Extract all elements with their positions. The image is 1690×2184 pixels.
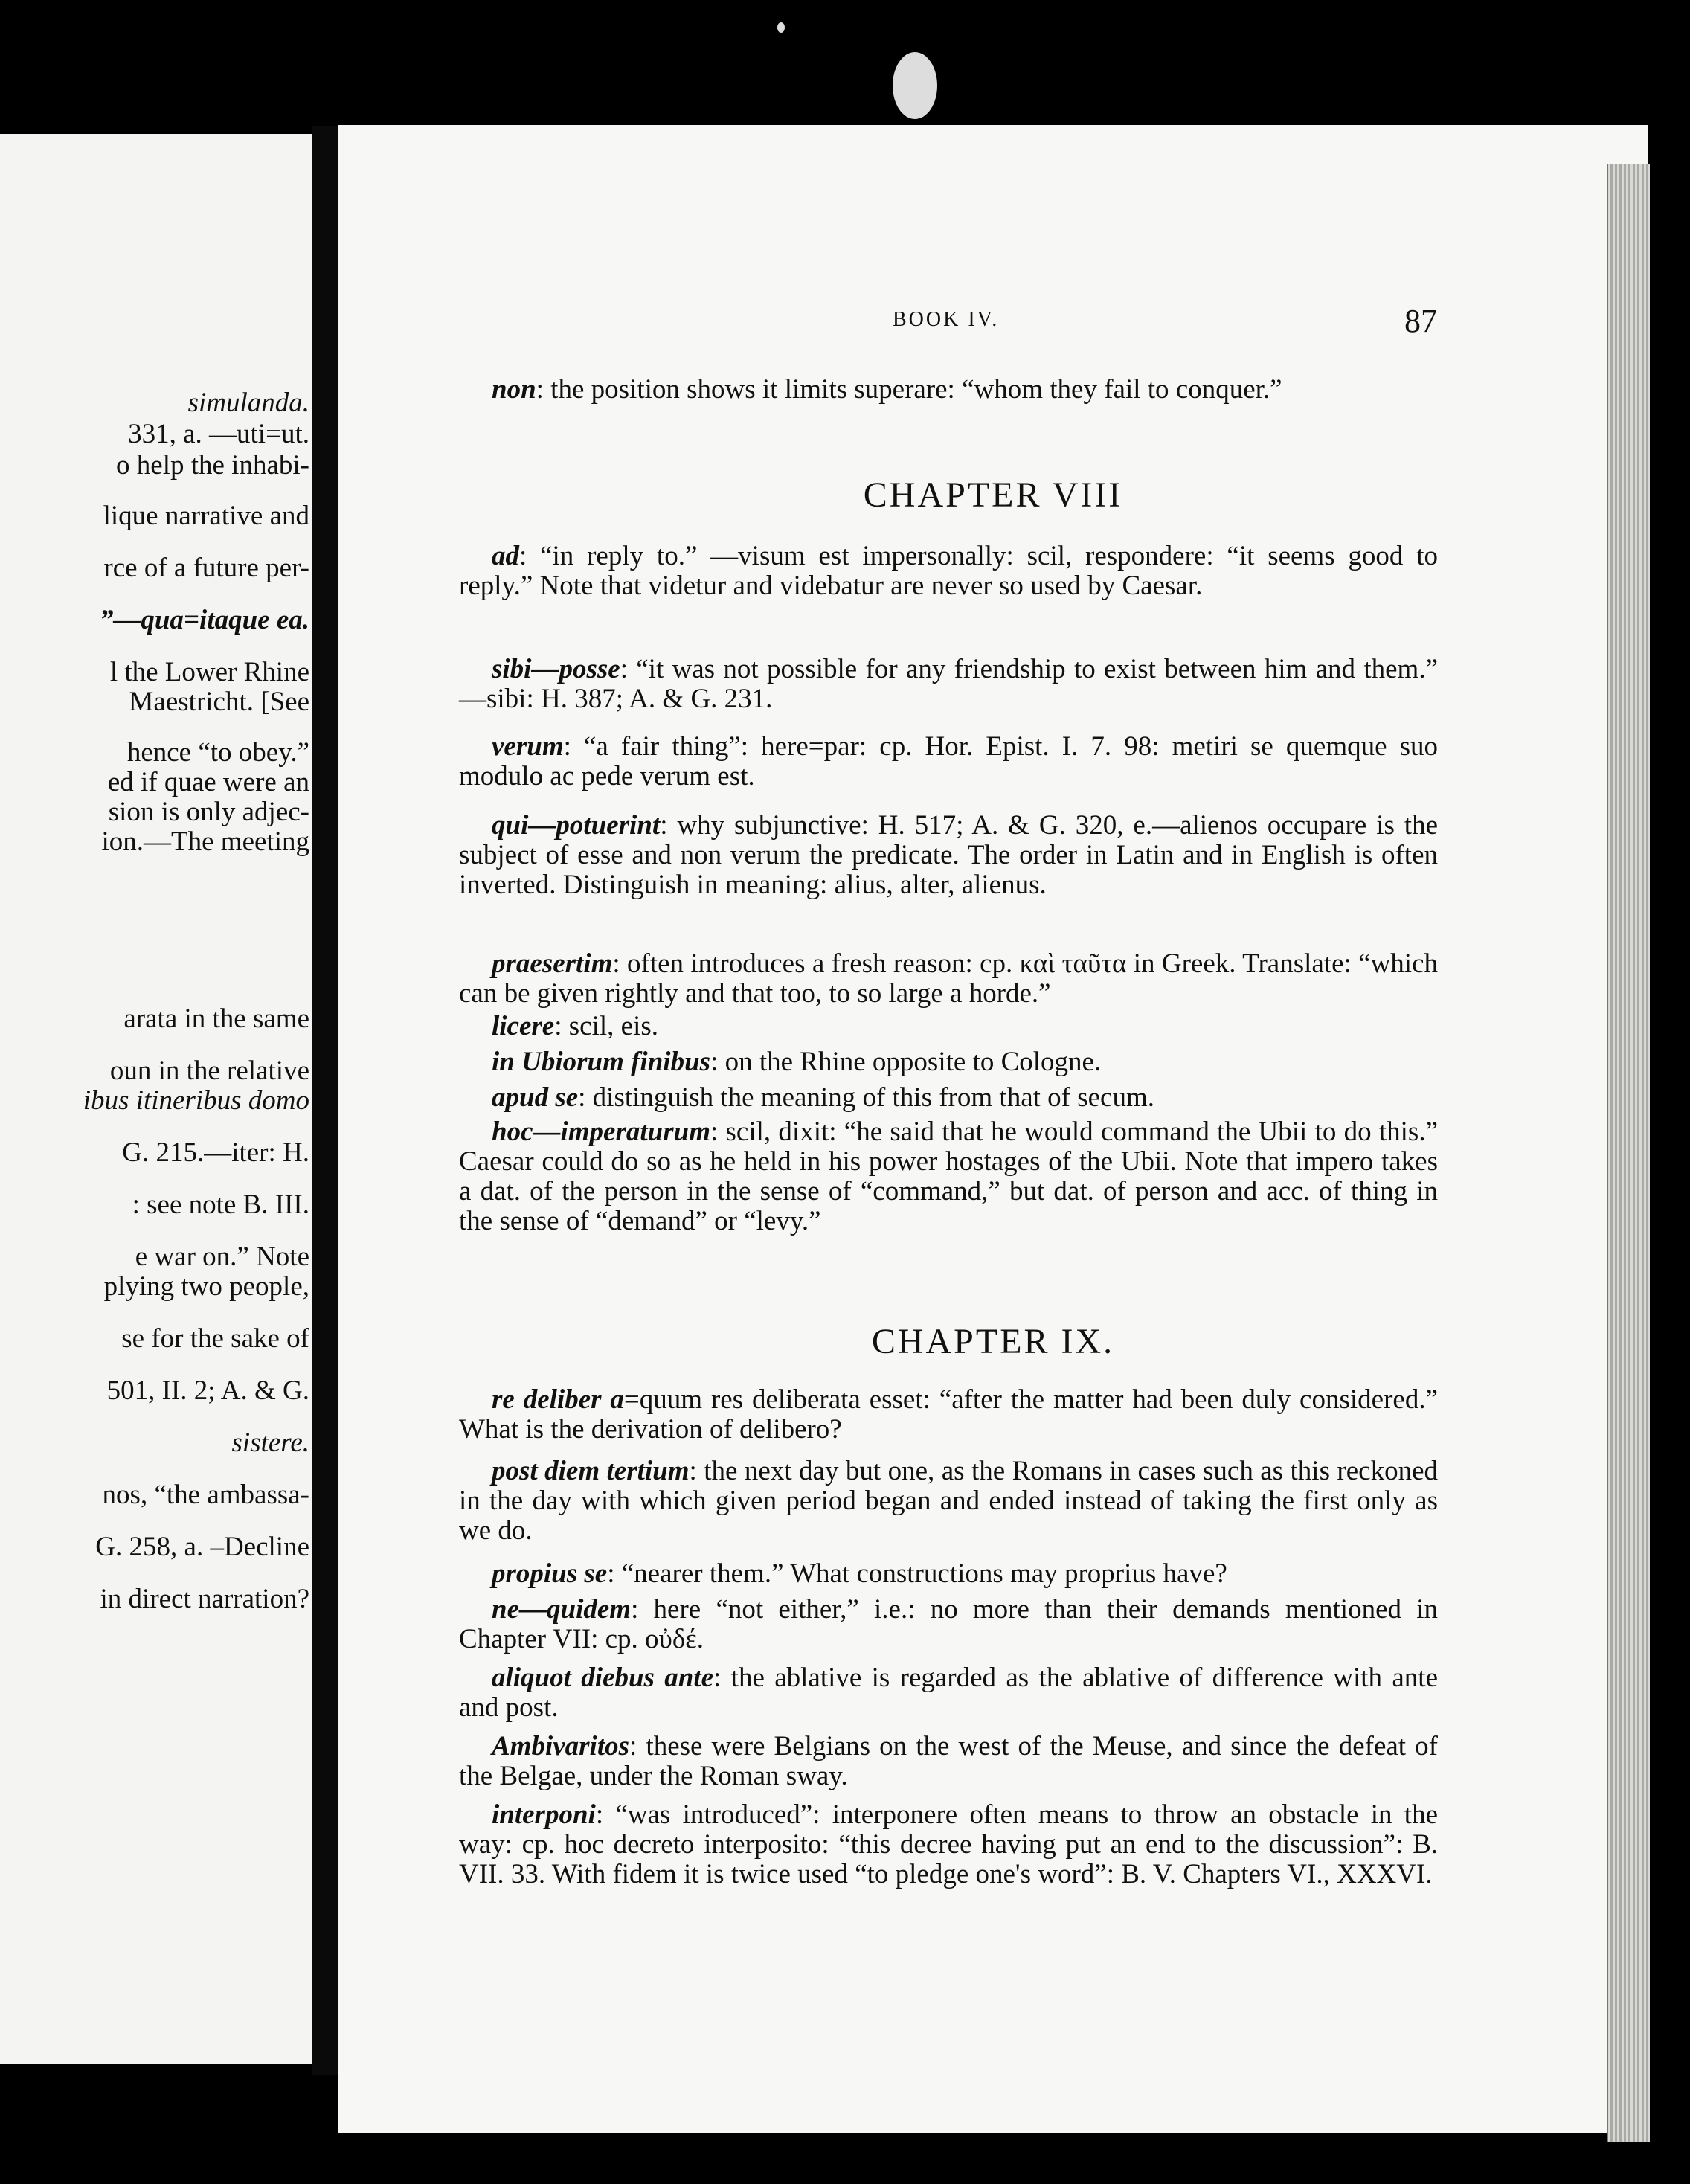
note-paragraph (459, 375, 1438, 405)
note-text: : “was introduced”: interponere often means to throw an obstacle in the way: cp. hoc decreto interposito: “this decree having put an end to the discussion”: B. VII. 33. With fidem it is twice used “to pledge one's word”: B. V. Chapters VI., XXXVI. (459, 1799, 1438, 1889)
left-line: : see note B. III. (132, 1189, 309, 1220)
note-text: : distinguish the meaning of this from that of secum. (578, 1082, 1154, 1113)
page-edges (1607, 164, 1650, 2142)
note-lemma: in Ubiorum finibus (492, 1047, 711, 1077)
note-paragraph (459, 1800, 1438, 1889)
note-lemma: licere (492, 1011, 555, 1041)
note-text: : often introduces a fresh reason: cp. καὶ ταῦτα in Greek. Translate: “which can be given rightly and that too, to so large a horde.” (459, 948, 1438, 1009)
note-paragraph (459, 1083, 1438, 1113)
note-paragraph (459, 1012, 1438, 1041)
left-line: 331, a. —uti=ut. (128, 419, 309, 449)
note-paragraph (459, 732, 1438, 791)
left-line: ion.—The meeting (101, 826, 309, 857)
note-text: : scil, dixit: “he said that he would command the Ubii to do this.” Caesar could do so as he held in his power hostages of the Ubii. Note that impero takes a dat. of the person in the sense of “command,” but dat. of person and acc. of thing in the sense of “demand” or “levy.” (459, 1117, 1438, 1236)
note-lemma: verum (492, 731, 564, 762)
left-line: ibus itineribus domo (83, 1085, 309, 1116)
note-lemma: Ambivaritos (492, 1731, 630, 1761)
note-paragraph (459, 655, 1438, 714)
left-line: arata in the same (123, 1003, 309, 1034)
note-text: : “nearer them.” What constructions may proprius have? (607, 1558, 1227, 1589)
left-line: ”—qua=itaque ea. (99, 605, 309, 635)
note-paragraph (459, 542, 1438, 601)
right-page (338, 125, 1648, 2133)
note-lemma: ad (492, 541, 519, 571)
note-text: =quum res deliberata esset: “after the matter had been duly considered.” What is the derivation of delibero? (459, 1384, 1438, 1445)
note-lemma: qui—potuerint (492, 810, 661, 841)
left-line: oun in the relative (109, 1056, 309, 1086)
note-lemma: praesertim (492, 948, 613, 979)
note-text: : the next day but one, as the Romans in cases such as this reckoned in the day with which given period began and ended instead of taking the first only as we do. (459, 1456, 1438, 1546)
note-text: : these were Belgians on the west of the Meuse, and since the defeat of the Belgae, under the Roman sway. (459, 1731, 1438, 1791)
note-lemma: post diem tertium (492, 1456, 690, 1486)
left-line: se for the sake of (121, 1323, 309, 1354)
note-lemma: ne—quidem (492, 1594, 632, 1625)
left-line: lique narrative and (103, 501, 309, 531)
running-head: BOOK IV. (893, 308, 1000, 331)
note-paragraph (459, 811, 1438, 900)
left-line: e war on.” Note (135, 1242, 309, 1272)
dust-speck (777, 22, 785, 33)
left-line: o help the inhabi- (116, 450, 309, 481)
dust-speck (893, 52, 937, 119)
left-line: in direct narration? (100, 1584, 309, 1614)
note-lemma: aliquot diebus ante (492, 1663, 714, 1693)
left-line: Maestricht. [See (129, 687, 309, 717)
note-lemma: sibi—posse (492, 654, 620, 684)
note-text: : here “not either,” i.e.: no more than their demands mentioned in Chapter VII: cp. οὐδέ. (459, 1594, 1438, 1654)
left-line: ed if quae were an (107, 767, 309, 797)
left-line: sion is only adjec- (108, 797, 309, 827)
chapter-heading: CHAPTER VIII (863, 475, 1123, 515)
left-line: simulanda. (187, 388, 309, 418)
note-lemma: apud se (492, 1082, 579, 1113)
note-paragraph (459, 1595, 1438, 1654)
note-paragraph (459, 1456, 1438, 1546)
note-paragraph (459, 1385, 1438, 1445)
note-text: : the position shows it limits superare: “whom they fail to conquer.” (536, 374, 1282, 405)
note-text: : scil, eis. (554, 1011, 658, 1041)
page-number: 87 (1404, 303, 1437, 339)
left-line: plying two people, (103, 1271, 309, 1302)
note-text: : “a fair thing”: here=par: cp. Hor. Epist. I. 7. 98: metiri se quemque suo modulo ac pede verum est. (459, 731, 1438, 791)
note-paragraph (459, 949, 1438, 1009)
left-line: nos, “the ambassa- (102, 1480, 309, 1510)
left-line: 501, II. 2; A. & G. (106, 1375, 309, 1406)
note-lemma: hoc—imperaturum (492, 1117, 710, 1147)
left-line: G. 258, a. –Decline (95, 1532, 309, 1562)
note-text: : on the Rhine opposite to Cologne. (710, 1047, 1102, 1077)
note-lemma: propius se (492, 1558, 608, 1589)
note-lemma: interponi (492, 1799, 596, 1830)
note-text: : “in reply to.” —visum est impersonally: scil, respondere: “it seems good to reply.” Note that videtur and videbatur are never so used by Caesar. (459, 541, 1438, 601)
note-paragraph (459, 1732, 1438, 1791)
note-text: : the ablative is regarded as the ablative of difference with ante and post. (459, 1663, 1438, 1723)
left-line: G. 215.—iter: H. (122, 1137, 309, 1168)
note-paragraph (459, 1047, 1438, 1077)
note-paragraph (459, 1117, 1438, 1236)
note-text: : “it was not possible for any friendship to exist between him and them.” —sibi: H. 387; A. & G. 231. (459, 654, 1438, 714)
left-line: hence “to obey.” (126, 737, 309, 768)
left-page (0, 134, 326, 2064)
note-paragraph (459, 1559, 1438, 1589)
note-lemma: re deliber a (492, 1384, 624, 1415)
note-text: : why subjunctive: H. 517; A. & G. 320, e.—alienos occupare is the subject of esse and non verum the predicate. The order in Latin and in English is often inverted. Distinguish in meaning: alius, alter, alienus. (459, 810, 1438, 900)
left-line: l the Lower Rhine (109, 657, 309, 687)
left-line: rce of a future per- (103, 553, 309, 583)
chapter-heading: CHAPTER IX. (871, 1322, 1115, 1361)
note-lemma: non (492, 374, 536, 405)
left-line: sistere. (231, 1427, 309, 1458)
note-paragraph (459, 1663, 1438, 1723)
